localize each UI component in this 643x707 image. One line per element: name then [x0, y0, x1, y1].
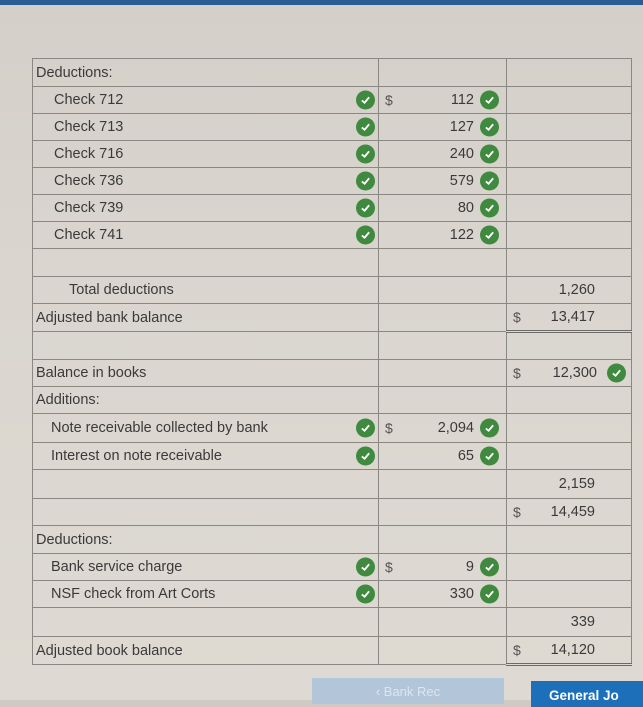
item-label: Note receivable collected by bank	[51, 420, 268, 436]
check-icon	[356, 91, 375, 110]
table-row	[33, 470, 632, 499]
dollar-sign: $	[385, 92, 393, 108]
table-row	[33, 195, 632, 222]
balance-in-books-label: Balance in books	[36, 365, 147, 381]
subtotal-value: 14,459	[550, 504, 595, 520]
check-icon	[480, 172, 499, 191]
item-label: Check 716	[54, 146, 124, 162]
item-amount: 122	[449, 227, 474, 243]
check-icon	[480, 558, 499, 577]
item-label: NSF check from Art Corts	[51, 586, 216, 602]
table-row	[33, 387, 632, 414]
table-row	[33, 249, 632, 277]
dollar-sign: $	[513, 365, 521, 381]
item-amount: 2,094	[437, 420, 474, 436]
dollar-sign: $	[385, 559, 393, 575]
adjusted-book-balance-label: Adjusted book balance	[36, 642, 183, 659]
adjusted-bank-balance-value: 13,417	[550, 309, 595, 325]
table-row	[33, 222, 632, 249]
item-amount: 65	[457, 448, 474, 464]
balance-in-books-value: 12,300	[552, 365, 597, 381]
adjusted-book-balance-value: 14,120	[550, 642, 595, 658]
table-row	[33, 414, 632, 443]
check-icon	[356, 118, 375, 137]
table-row	[33, 168, 632, 195]
item-amount: 9	[465, 559, 474, 575]
dollar-sign: $	[385, 420, 393, 436]
check-icon	[356, 199, 375, 218]
book-deductions-heading: Deductions:	[36, 531, 113, 548]
table-row	[33, 637, 632, 665]
check-icon	[480, 447, 499, 466]
table-row	[33, 443, 632, 470]
item-label: Check 712	[54, 92, 124, 108]
general-journal-button[interactable]	[531, 681, 643, 707]
total-deductions-label: Total deductions	[69, 282, 174, 298]
adjusted-bank-balance-label: Adjusted bank balance	[36, 309, 183, 326]
bank-deductions-heading: Deductions:	[36, 64, 113, 81]
back-button-label: ‹ Bank Rec	[375, 683, 441, 699]
deductions-total-value: 339	[570, 614, 595, 630]
check-icon	[356, 419, 375, 438]
table-row	[33, 581, 632, 608]
item-label: Check 741	[54, 227, 124, 243]
table-row	[33, 360, 632, 387]
item-amount: 112	[450, 92, 474, 108]
dollar-sign: $	[513, 309, 521, 325]
check-icon	[356, 145, 375, 164]
table-row	[33, 114, 632, 141]
table-row	[33, 526, 632, 554]
item-amount: 127	[449, 119, 474, 135]
item-label: Check 739	[54, 200, 124, 216]
check-icon	[480, 118, 499, 137]
table-row	[33, 554, 632, 581]
check-icon	[480, 585, 499, 604]
total-deductions-value: 1,260	[558, 282, 595, 298]
table-row	[33, 141, 632, 168]
check-icon	[480, 226, 499, 245]
item-amount: 240	[449, 146, 474, 162]
dollar-sign: $	[513, 504, 521, 520]
table-row	[33, 304, 632, 332]
check-icon	[480, 91, 499, 110]
check-icon	[480, 419, 499, 438]
table-row	[33, 87, 632, 114]
check-icon	[480, 145, 499, 164]
item-label: Check 736	[54, 173, 124, 189]
item-label: Interest on note receivable	[51, 448, 222, 464]
item-amount: 330	[449, 586, 474, 602]
item-label: Bank service charge	[51, 559, 183, 575]
table-row	[33, 277, 632, 304]
table-row	[33, 499, 632, 526]
additions-heading: Additions:	[36, 392, 100, 408]
item-amount: 579	[449, 173, 474, 189]
check-icon	[356, 558, 375, 577]
check-icon	[356, 585, 375, 604]
additions-total-value: 2,159	[558, 476, 595, 492]
back-bank-rec-button[interactable]	[312, 678, 504, 704]
check-icon	[356, 447, 375, 466]
item-label: Check 713	[54, 119, 124, 135]
check-icon	[480, 199, 499, 218]
check-icon	[607, 364, 626, 383]
table-row	[33, 332, 632, 360]
check-icon	[356, 172, 375, 191]
next-button-label: General Jo	[549, 688, 619, 703]
dollar-sign: $	[513, 642, 521, 658]
bank-reconciliation-table	[32, 58, 632, 666]
table-row	[33, 59, 632, 87]
item-amount: 80	[457, 200, 474, 216]
check-icon	[356, 226, 375, 245]
table-row	[33, 608, 632, 637]
